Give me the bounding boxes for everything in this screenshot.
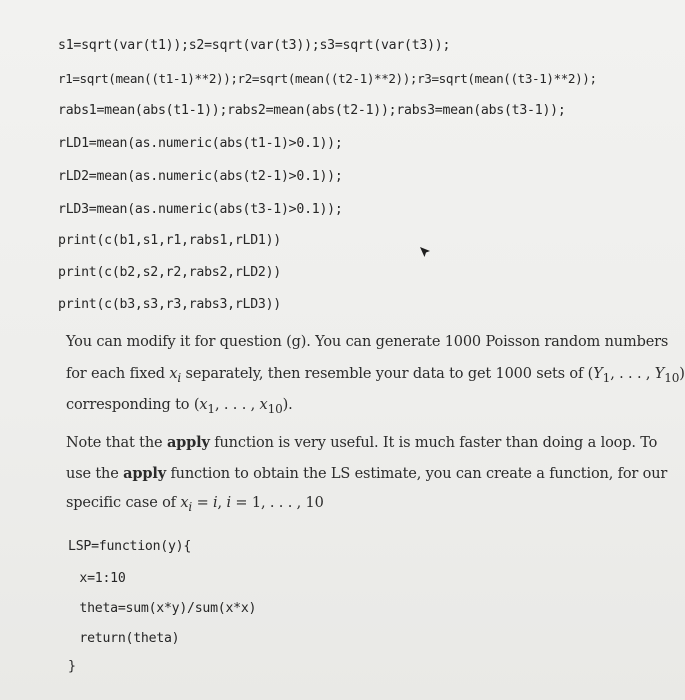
code-line: r1=sqrt(mean((t1-1)**2));r2=sqrt(mean((t2-1)**2));r3=sqrt(mean((t3-1)**2)); [58, 71, 597, 86]
code-line: rLD3=mean(as.numeric(abs(t3-1)>0.1)); [58, 202, 343, 217]
paragraph-line: corresponding to ($x_1$, . . . , $x_{10}$). [66, 397, 293, 416]
paragraph-line: specific case of $x_i = i$, i = 1, . . . , 10 [66, 495, 324, 514]
code-line: theta=sum(x*y)/sum(x*x) [64, 601, 257, 616]
paragraph-line: You can modify it for question (g). You can generate 1000 Poisson random numbers [66, 334, 669, 350]
code-line: print(c(b2,s2,r2,rabs2,rLD2)) [58, 265, 281, 280]
math-var: x [169, 366, 178, 382]
code-line: LSP=function(y){ [68, 539, 192, 554]
apply-keyword: apply [166, 434, 210, 451]
mouse-pointer-icon [418, 244, 432, 260]
code-line: rLD2=mean(as.numeric(abs(t2-1)>0.1)); [58, 169, 343, 184]
code-line: print(c(b3,s3,r3,rabs3,rLD3)) [58, 297, 281, 312]
code-line: } [68, 659, 76, 674]
code-line: s1=sqrt(var(t1));s2=sqrt(var(t3));s3=sqrt(var(t3)); [58, 38, 451, 53]
code-line: rabs1=mean(abs(t1-1));rabs2=mean(abs(t2-1));rabs3=mean(abs(t3-1)); [58, 103, 566, 118]
code-line: rLD1=mean(as.numeric(abs(t1-1)>0.1)); [58, 136, 343, 151]
code-line: print(c(b1,s1,r1,rabs1,rLD1)) [58, 233, 281, 248]
code-line: x=1:10 [64, 571, 126, 586]
apply-keyword: apply [123, 465, 166, 482]
paragraph-line: Note that the apply function is very useful. It is much faster than doing a loop. To [66, 434, 658, 451]
paragraph-line: for each fixed $x_i$ separately, then resemble your data to get 1000 sets of ($Y_1$, . . . , $Y_{10}$) [66, 366, 685, 385]
code-line: return(theta) [64, 631, 180, 646]
paragraph-line: use the apply function to obtain the LS estimate, you can create a function, for our [66, 465, 668, 482]
